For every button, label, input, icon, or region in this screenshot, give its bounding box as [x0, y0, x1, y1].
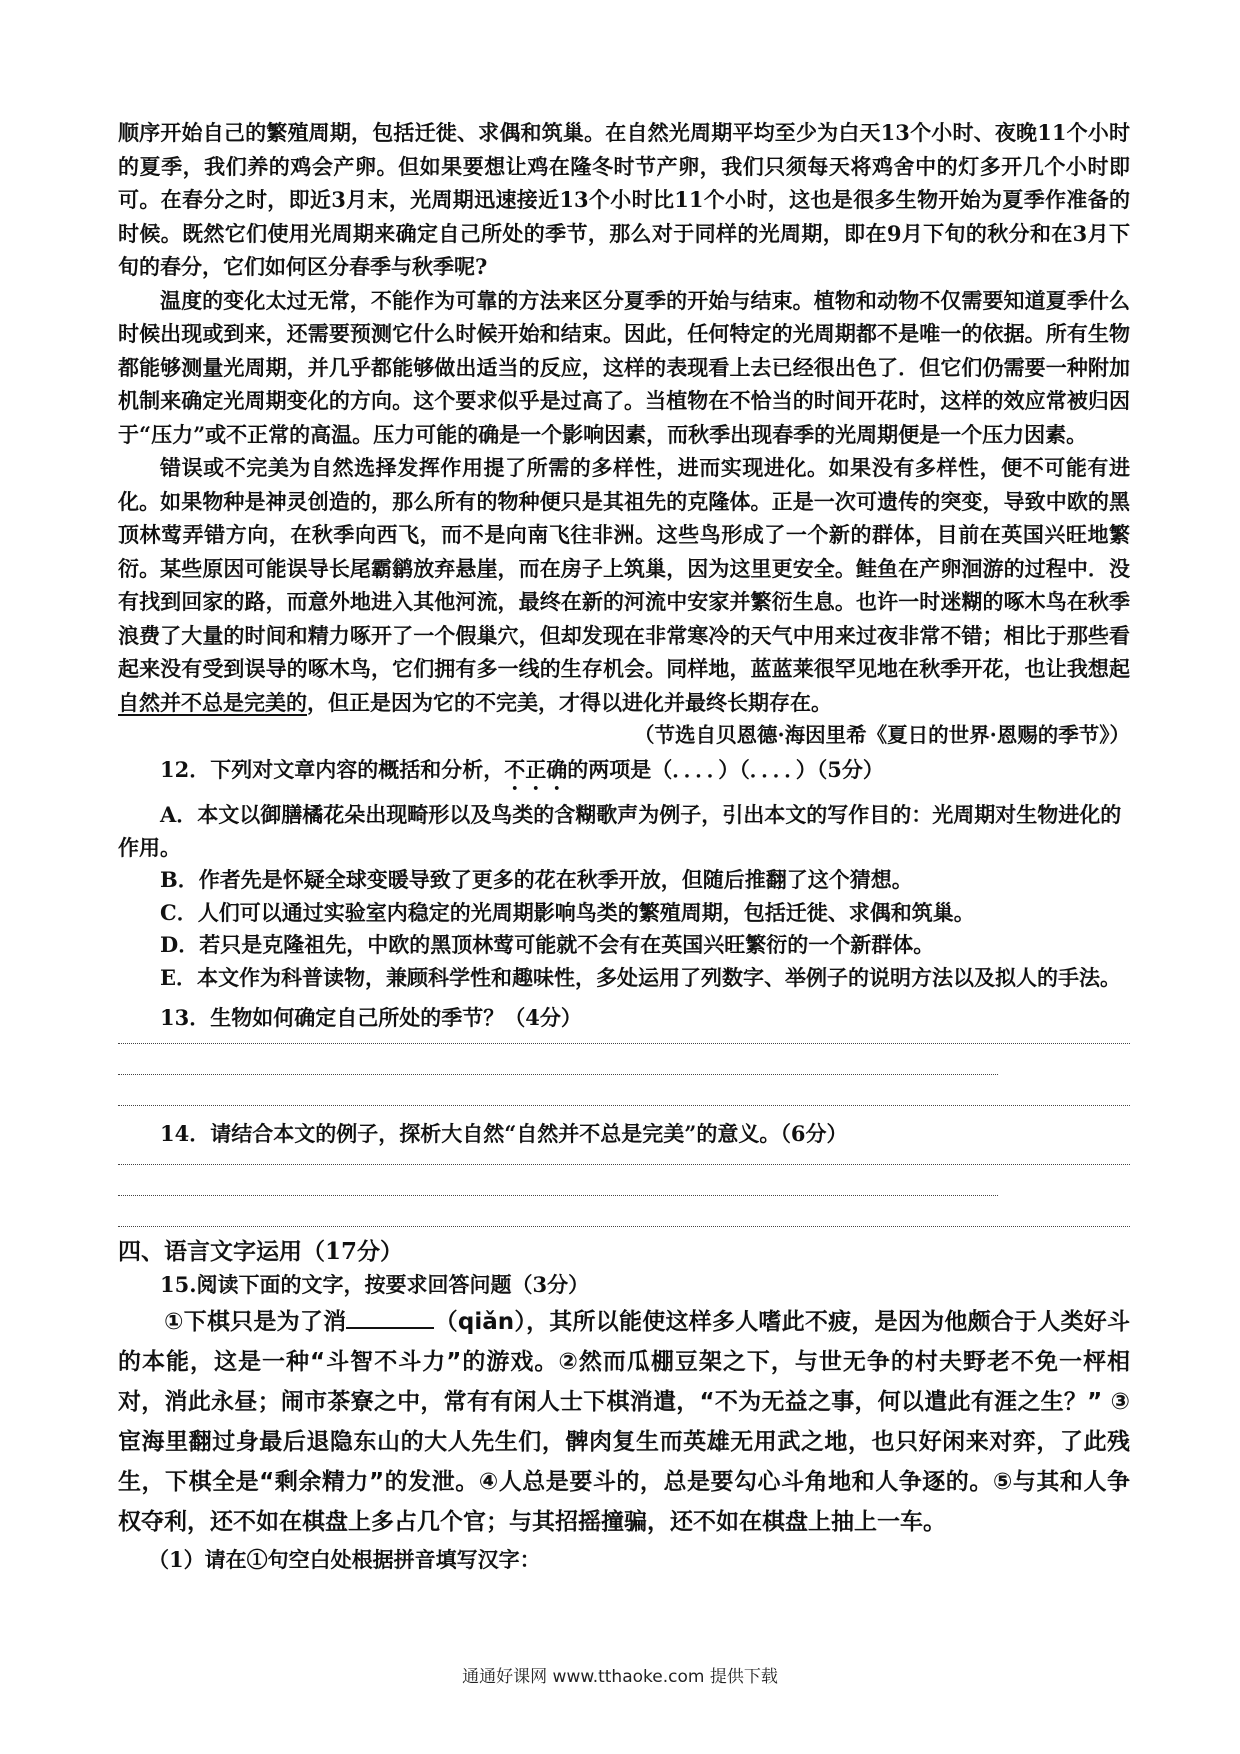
q12-stem-text-2: 的两项是（	[567, 757, 673, 782]
article-paragraph-3	[118, 451, 1130, 719]
answer-line[interactable]	[118, 1164, 1130, 1165]
option-b: B．作者先是怀疑全球变暖导致了更多的花在秋季开放，但随后推翻了这个猜想。	[160, 867, 913, 892]
answer-blank-2[interactable]: ．．．．	[749, 757, 796, 782]
option-d: D．若只是克隆祖先，中欧的黑顶林莺可能就不会有在英国兴旺繁衍的一个新群体。	[160, 932, 935, 957]
answer-line[interactable]	[118, 1226, 1130, 1227]
page-footer: 通通好课网 www.tthaoke.com 提供下载	[462, 1667, 778, 1687]
question-13-stem: 13．生物如何确定自己所处的季节？（4分）	[160, 1005, 582, 1030]
passage-rest: （qiǎn），其所以能使这样多人嗜此不疲，是因为他颇合于人类好斗的本能，这是一种“斗智不斗力”的游戏。②然而瓜棚豆架之下，与世无争的村夫野老不免一枰相对，消此永昼；闹市茶寮之中，常有有闲人士下棋消遣，“不为无益之事，何以遣此有涯之生？” ③宦海里翻过身最后退隐东山的大人先生们，髀肉复生而英雄无用武之地，也只好闲来对弈，了此残生，下棋全是“剩余精力”的发泄。④人总是要斗的，总是要勾心斗角地和人争逐的。⑤与其和人争权夺利，还不如在棋盘上多占几个官；与其招摇撞骗，还不如在棋盘上抽上一车。	[118, 1308, 1130, 1535]
section-4-title: 四、语言文字运用（17分）	[118, 1238, 404, 1265]
fill-blank[interactable]	[346, 1305, 434, 1329]
passage-start: ①下棋只是为了消	[164, 1308, 347, 1335]
answer-line[interactable]	[118, 1105, 1130, 1106]
article-source: （节选自贝恩德·海因里希《夏日的世界·恩赐的季节》）	[633, 723, 1130, 747]
exam-page	[118, 116, 1130, 1576]
paragraph-3-text: 错误或不完美为自然选择发挥作用提了所需的多样性，进而实现进化。如果没有多样性，便不可能有进化。如果物种是神灵创造的，那么所有的物种便只是其祖先的克隆体。正是一次可遗传的突变，导致中欧的黑顶林莺弄错方向，在秋季向西飞，而不是向南飞往非洲。这些鸟形成了一个新的群体，目前在英国兴旺地繁衍。某些原因可能误导长尾霸鹟放弃悬崖，而在房子上筑巢，因为这里更安全。鲑鱼在产卵洄游的过程中．没有找到回家的路，而意外地进入其他河流，最终在新的河流中安家并繁衍生息。也许一时迷糊的啄木鸟在秋季浪费了大量的时间和精力啄开了一个假巢穴，但却发现在非常寒冷的天气中用来过夜非常不错；相比于那些看起来没有受到误导的啄木鸟，它们拥有多一线的生存机会。同样地，蓝蓝莱很罕见地在秋季开花，也让我想起	[118, 455, 1130, 681]
option-a: A．本文以御膳橘花朵出现畸形以及鸟类的含糊歌声为例子，引出本文的写作目的：光周期对生物进化的作用。	[118, 802, 1122, 860]
underlined-phrase: 自然并不总是完美的	[118, 689, 307, 715]
q12-mid: ）（	[718, 757, 750, 782]
q15-sub-question-1: （1）请在①句空白处根据拼音填写汉字：	[148, 1546, 541, 1572]
question-14-stem: 14．请结合本文的例子，探析大自然“自然并不总是完美”的意义。（6分）	[160, 1120, 848, 1146]
answer-line[interactable]	[118, 1074, 998, 1075]
q15-passage	[118, 1302, 1130, 1542]
article-paragraph-1: 顺序开始自己的繁殖周期，包括迁徙、求偶和筑巢。在自然光周期平均至少为白天13个小时、夜晚11个小时的夏季，我们养的鸡会产卵。但如果要想让鸡在隆冬时节产卵，我们只须每天将鸡舍中的灯多开几个小时即可。在春分之时，即近3月末，光周期迅速接近13个小时比11个小时，这也是很多生物开始为夏季作准备的时候。既然它们使用光周期来确定自己所处的季节，那么对于同样的光周期，即在9月下旬的秋分和在3月下旬的春分，它们如何区分春季与秋季呢?	[118, 120, 1130, 279]
question-15-stem: 15.阅读下面的文字，按要求回答问题（3分）	[160, 1272, 590, 1297]
answer-blank-1[interactable]: ．．．．	[672, 757, 719, 782]
question-12-stem	[118, 754, 1130, 795]
answer-line[interactable]	[118, 1043, 1130, 1044]
option-e: E．本文作为科普读物，兼顾科学性和趣味性，多处运用了列数字、举例子的说明方法以及拟人的手法。	[160, 964, 1122, 990]
q12-stem-text: 12．下列对文章内容的概括和分析，	[160, 757, 505, 782]
q12-emphasis: 不正确	[504, 757, 568, 782]
q12-score: ）（5分）	[795, 757, 884, 782]
answer-lines-13[interactable]	[118, 1043, 1130, 1106]
option-c: C．人们可以通过实验室内稳定的光周期影响鸟类的繁殖周期，包括迁徙、求偶和筑巢。	[160, 899, 975, 925]
answer-lines-14[interactable]	[118, 1164, 1130, 1227]
answer-line[interactable]	[118, 1195, 998, 1196]
paragraph-3-tail: ，但正是因为它的不完美，才得以进化并最终长期存在。	[307, 689, 832, 715]
article-paragraph-2: 温度的变化太过无常，不能作为可靠的方法来区分夏季的开始与结束。植物和动物不仅需要知道夏季什么时候出现或到来，还需要预测它什么时候开始和结束。因此，任何特定的光周期都不是唯一的依据。所有生物都能够测量光周期，并几乎都能够做出适当的反应，这样的表现看上去已经很出色了．但它们仍需要一种附加机制来确定光周期变化的方向。这个要求似乎是过高了。当植物在不恰当的时间开花时，这样的效应常被归因于“压力”或不正常的高温。压力可能的确是一个影响因素，而秋季出现春季的光周期便是一个压力因素。	[118, 287, 1130, 447]
